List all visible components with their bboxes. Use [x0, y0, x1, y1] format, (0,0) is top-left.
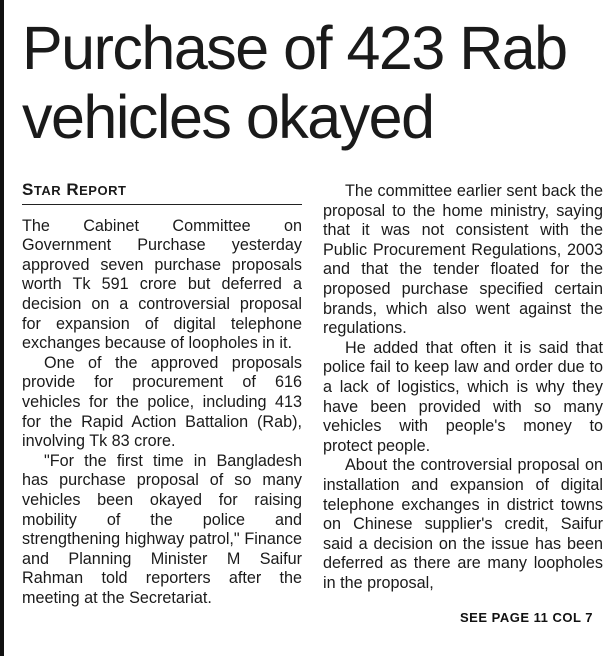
- right-column: [323, 182, 603, 593]
- paragraph: He added that often it is said that police fail to keep law and order due to a lack of logistics, which is why they have been provided with so many vehicles with people's money to protect people.: [323, 338, 603, 455]
- byline-rest-2: EPORT: [79, 183, 127, 198]
- paragraph: The Cabinet Committee on Government Purchase yesterday approved seven purchase proposals worth Tk 591 crore but deferred a decision on a controversial proposal for expansion of digital telephone exchanges because of loopholes in it.: [22, 216, 302, 353]
- paragraph: One of the approved proposals provide for procurement of 616 vehicles for the police, including 413 for the Rapid Action Battalion (Rab), involving Tk 83 crore.: [22, 353, 302, 451]
- paragraph: About the controversial proposal on installation and expansion of digital telephone exchanges in district towns on Chinese supplier's credit, Saifur said a decision on the issue has been deferred as there are many loopholes in the proposal,: [323, 456, 603, 592]
- byline-initial-2: R: [66, 180, 80, 199]
- byline-rest-1: TAR: [33, 183, 62, 198]
- paragraph: "For the first time in Bangladesh has purchase proposal of so many vehicles been okayed for raising mobility of the police and strengthening highway patrol," Finance and Planning Minister M Saifur Rahman told reporters after the meeting at the Secretariat.: [22, 451, 302, 607]
- left-column: [22, 180, 302, 608]
- headline: Purchase of 423 Rab vehicles okayed: [22, 14, 567, 151]
- byline-initial-1: S: [22, 180, 34, 199]
- paragraph: The committee earlier sent back the proposal to the home ministry, saying that it was not consistent with the Public Procurement Regulations, 2003 and that the tender floated for the proposed purchase specified certain brands, which also went against the regulations.: [323, 182, 603, 338]
- byline: [22, 180, 302, 205]
- continuation-note: SEE PAGE 11 COL 7: [459, 610, 593, 625]
